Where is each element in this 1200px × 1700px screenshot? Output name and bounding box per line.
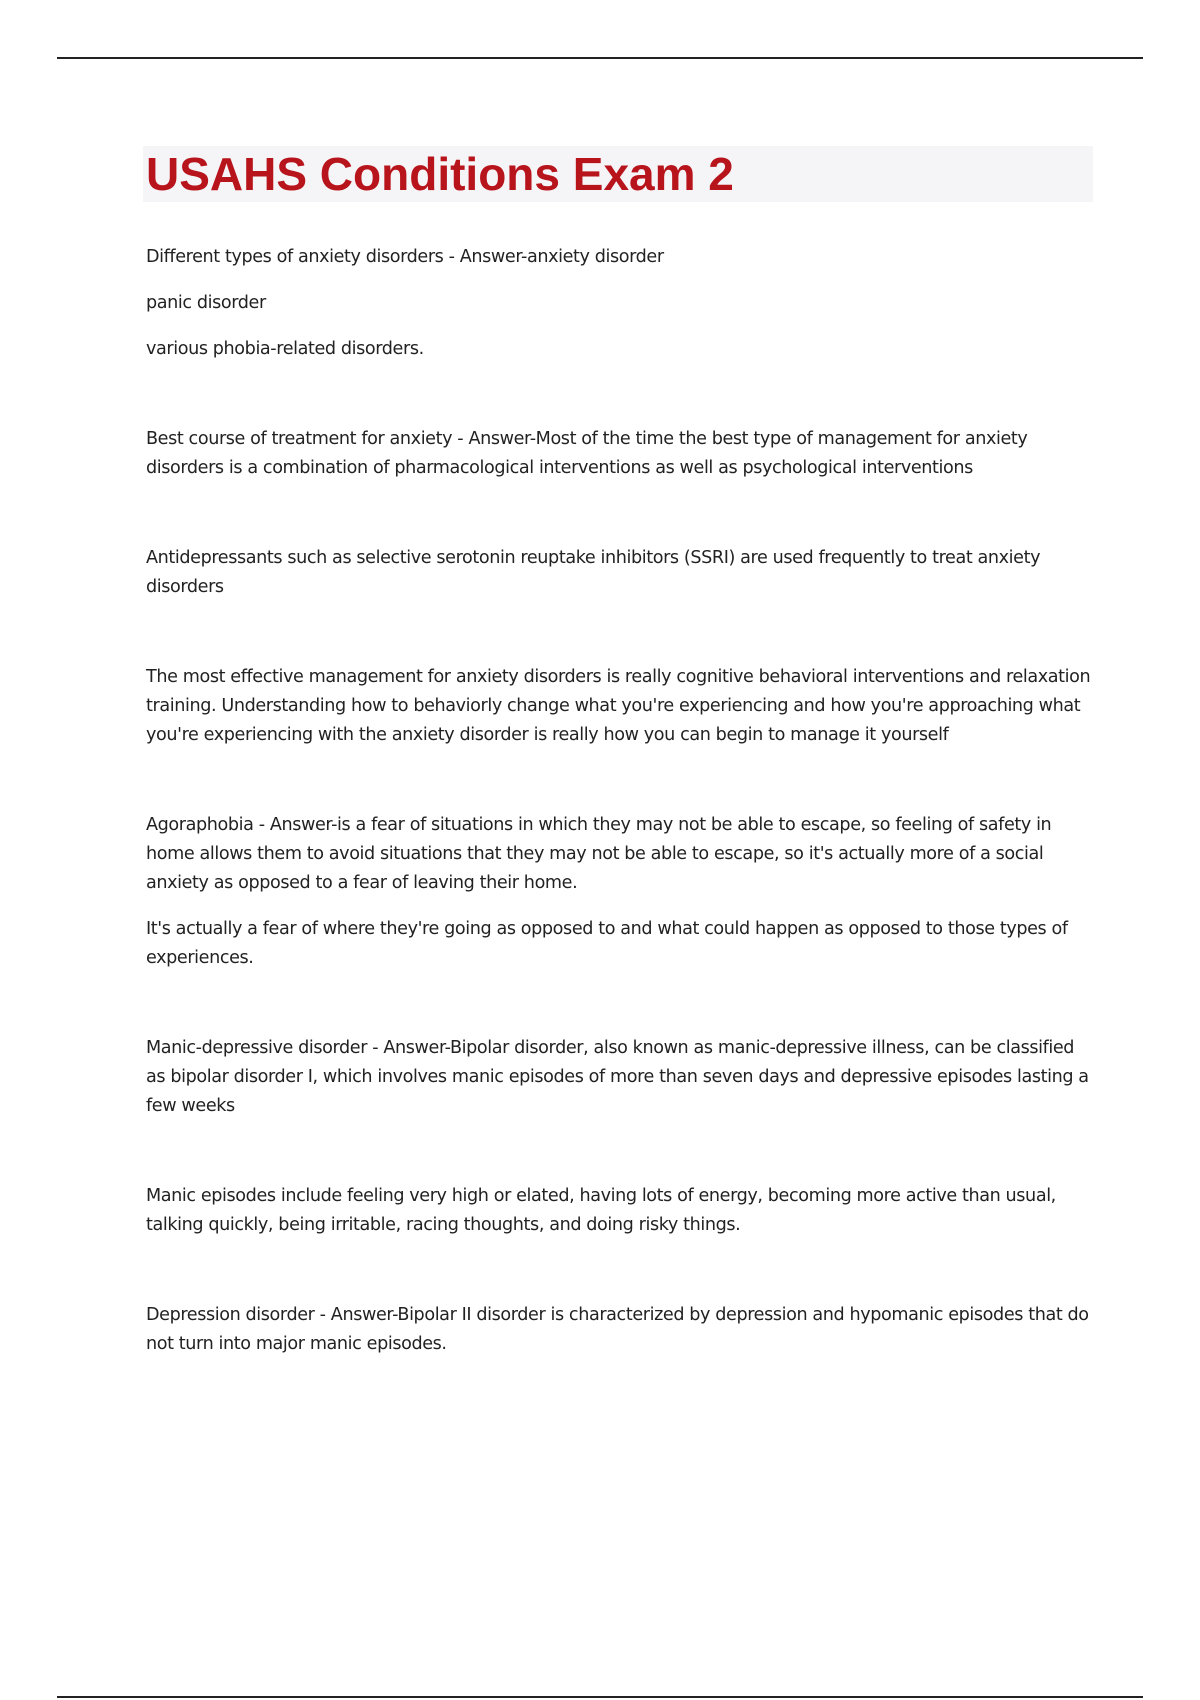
bottom-divider	[57, 1696, 1143, 1698]
paragraph-manic-depressive: Manic-depressive disorder - Answer-Bipolar disorder, also known as manic-depressive illness, can be classified as bipolar disorder I, which involves manic episodes of more than seven days and depressive episodes lasting a few weeks	[146, 1038, 1089, 1116]
document-body	[146, 243, 1091, 1359]
top-divider	[57, 57, 1143, 59]
paragraph-agoraphobia-detail: It's actually a fear of where they're going as opposed to and what could happen as opposed to those types of experiences.	[146, 919, 1068, 968]
paragraph-antidepressants: Antidepressants such as selective serotonin reuptake inhibitors (SSRI) are used frequently to treat anxiety disorders	[146, 548, 1041, 597]
paragraph-anxiety-types: Different types of anxiety disorders - Answer-anxiety disorder	[146, 247, 664, 267]
paragraph-panic-disorder: panic disorder	[146, 293, 266, 313]
paragraph-agoraphobia: Agoraphobia - Answer-is a fear of situations in which they may not be able to escape, so feeling of safety in home allows them to avoid situations that they may not be able to escape, so it's actually more of a social anxiety as opposed to a fear of leaving their home.	[146, 815, 1052, 893]
document-title: USAHS Conditions Exam 2	[146, 148, 734, 200]
paragraph-depression-disorder: Depression disorder - Answer-Bipolar II disorder is characterized by depression and hypomanic episodes that do not turn into major manic episodes.	[146, 1305, 1089, 1354]
paragraph-phobia-disorders: various phobia-related disorders.	[146, 339, 424, 359]
paragraph-manic-episodes: Manic episodes include feeling very high or elated, having lots of energy, becoming more active than usual, talking quickly, being irritable, racing thoughts, and doing risky things.	[146, 1186, 1056, 1235]
paragraph-anxiety-treatment: Best course of treatment for anxiety - Answer-Most of the time the best type of management for anxiety disorders is a combination of pharmacological interventions as well as psychological interventions	[146, 429, 1028, 478]
paragraph-effective-management: The most effective management for anxiety disorders is really cognitive behavioral interventions and relaxation training. Understanding how to behaviorly change what you're experiencing and how you're approaching what you're experiencing with the anxiety disorder is really how you can begin to manage it yourself	[146, 667, 1091, 745]
